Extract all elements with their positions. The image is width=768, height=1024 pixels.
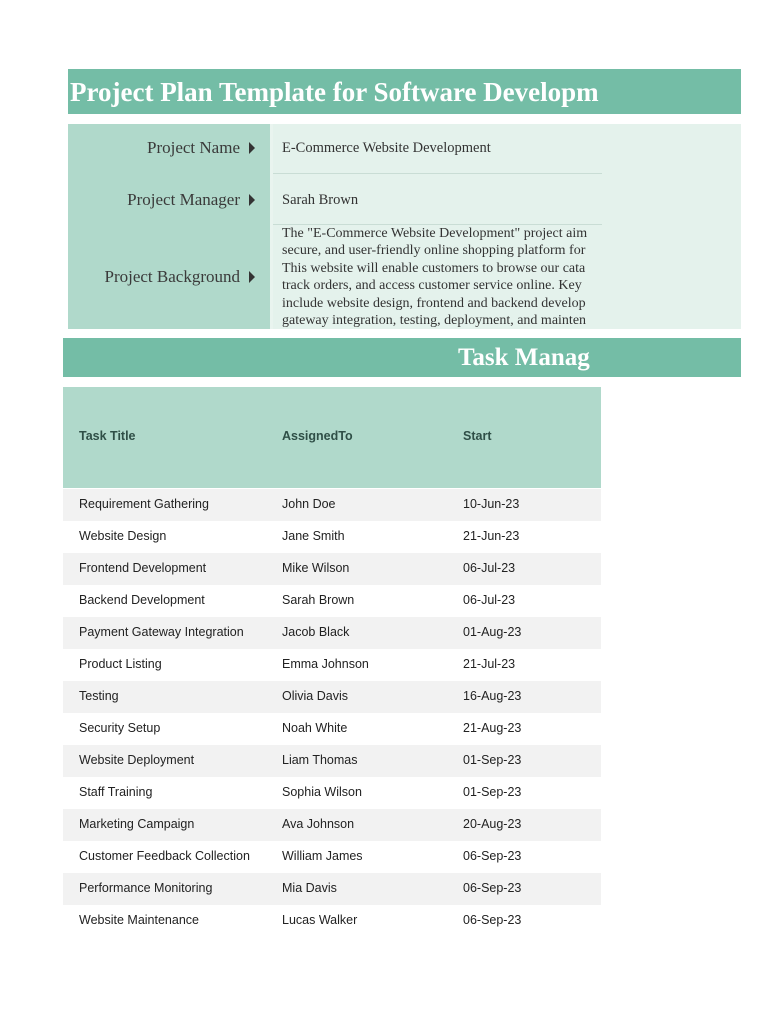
table-row[interactable] bbox=[63, 617, 601, 649]
start-date-cell[interactable]: 10-Jun-23 bbox=[463, 497, 520, 511]
table-row[interactable] bbox=[63, 713, 601, 745]
assigned-to-cell[interactable]: William James bbox=[282, 849, 363, 863]
table-row[interactable] bbox=[63, 489, 601, 521]
caret-right-icon bbox=[249, 142, 255, 154]
task-title-cell[interactable]: Marketing Campaign bbox=[79, 817, 195, 831]
start-date-cell[interactable]: 21-Aug-23 bbox=[463, 721, 522, 735]
assigned-to-cell[interactable]: Sarah Brown bbox=[282, 593, 355, 607]
task-title-cell[interactable]: Security Setup bbox=[79, 721, 161, 735]
table-row[interactable] bbox=[63, 777, 601, 809]
background-line: secure, and user-friendly online shopping platform for bbox=[282, 243, 586, 259]
header-assigned-to[interactable]: AssignedTo bbox=[282, 429, 353, 443]
table-row[interactable] bbox=[63, 905, 601, 937]
background-line: gateway integration, testing, deployment, and mainten bbox=[282, 313, 587, 329]
header-start[interactable]: Start bbox=[463, 429, 492, 443]
task-title-cell[interactable]: Backend Development bbox=[79, 593, 205, 607]
assigned-to-cell[interactable]: Lucas Walker bbox=[282, 913, 358, 927]
assigned-to-cell[interactable]: Ava Johnson bbox=[282, 817, 355, 831]
assigned-to-cell[interactable]: Liam Thomas bbox=[282, 753, 358, 767]
task-title-cell[interactable]: Frontend Development bbox=[79, 561, 207, 575]
caret-right-icon bbox=[249, 271, 255, 283]
project-name-label: Project Name bbox=[147, 138, 240, 157]
start-date-cell[interactable]: 06-Jul-23 bbox=[463, 561, 516, 575]
table-row[interactable] bbox=[63, 553, 601, 585]
assigned-to-cell[interactable]: John Doe bbox=[282, 497, 336, 511]
page-title: Project Plan Template for Software Developm bbox=[70, 77, 599, 107]
table-header bbox=[63, 387, 601, 488]
table-row[interactable] bbox=[63, 809, 601, 841]
table-row[interactable] bbox=[63, 873, 601, 905]
assigned-to-cell[interactable]: Olivia Davis bbox=[282, 689, 348, 703]
title-bar bbox=[68, 69, 741, 114]
task-section-title: Task Manag bbox=[458, 344, 590, 371]
assigned-to-cell[interactable]: Emma Johnson bbox=[282, 657, 369, 671]
start-date-cell[interactable]: 06-Jul-23 bbox=[463, 593, 516, 607]
assigned-to-cell[interactable]: Mike Wilson bbox=[282, 561, 350, 575]
project-manager-label: Project Manager bbox=[127, 190, 240, 209]
start-date-cell[interactable]: 06-Sep-23 bbox=[463, 913, 522, 927]
assigned-to-cell[interactable]: Mia Davis bbox=[282, 881, 337, 895]
project-name-value[interactable]: E-Commerce Website Development bbox=[282, 140, 491, 156]
info-divider bbox=[270, 124, 273, 329]
start-date-cell[interactable]: 06-Sep-23 bbox=[463, 849, 522, 863]
start-date-cell[interactable]: 01-Sep-23 bbox=[463, 785, 522, 799]
background-line: This website will enable customers to browse our cata bbox=[282, 260, 586, 276]
task-title-cell[interactable]: Product Listing bbox=[79, 657, 162, 671]
start-date-cell[interactable]: 16-Aug-23 bbox=[463, 689, 522, 703]
task-title-cell[interactable]: Website Design bbox=[79, 529, 167, 543]
assigned-to-cell[interactable]: Jacob Black bbox=[282, 625, 350, 639]
background-line: The "E-Commerce Website Development" project aim bbox=[282, 226, 588, 241]
table-row[interactable] bbox=[63, 745, 601, 777]
caret-right-icon bbox=[249, 194, 255, 206]
start-date-cell[interactable]: 21-Jul-23 bbox=[463, 657, 516, 671]
start-date-cell[interactable]: 01-Aug-23 bbox=[463, 625, 522, 639]
task-title-cell[interactable]: Website Deployment bbox=[79, 753, 195, 767]
start-date-cell[interactable]: 21-Jun-23 bbox=[463, 529, 520, 543]
task-title-cell[interactable]: Staff Training bbox=[79, 785, 153, 799]
start-date-cell[interactable]: 06-Sep-23 bbox=[463, 881, 522, 895]
table-row[interactable] bbox=[63, 841, 601, 873]
assigned-to-cell[interactable]: Noah White bbox=[282, 721, 348, 735]
header-task-title[interactable]: Task Title bbox=[79, 429, 136, 443]
table-row[interactable] bbox=[63, 585, 601, 617]
task-management-bar bbox=[63, 338, 741, 377]
table-row[interactable] bbox=[63, 649, 601, 681]
assigned-to-cell[interactable]: Jane Smith bbox=[282, 529, 345, 543]
table-row[interactable] bbox=[63, 681, 601, 713]
task-title-cell[interactable]: Customer Feedback Collection bbox=[79, 849, 250, 863]
project-manager-value[interactable]: Sarah Brown bbox=[282, 192, 359, 208]
project-background-label: Project Background bbox=[104, 267, 240, 286]
task-table-body bbox=[63, 489, 601, 937]
task-title-cell[interactable]: Testing bbox=[79, 689, 119, 703]
assigned-to-cell[interactable]: Sophia Wilson bbox=[282, 785, 362, 799]
project-background-text[interactable] bbox=[282, 225, 602, 329]
task-title-cell[interactable]: Payment Gateway Integration bbox=[79, 625, 244, 639]
background-line: track orders, and access customer service online. Key bbox=[282, 278, 582, 294]
info-row-divider bbox=[273, 173, 602, 174]
background-line: include website design, frontend and backend develop bbox=[282, 295, 586, 311]
start-date-cell[interactable]: 01-Sep-23 bbox=[463, 753, 522, 767]
task-title-cell[interactable]: Requirement Gathering bbox=[79, 497, 209, 511]
project-info-panel bbox=[68, 124, 741, 329]
task-title-cell[interactable]: Website Maintenance bbox=[79, 913, 199, 927]
table-row[interactable] bbox=[63, 521, 601, 553]
start-date-cell[interactable]: 20-Aug-23 bbox=[463, 817, 522, 831]
task-title-cell[interactable]: Performance Monitoring bbox=[79, 881, 213, 895]
